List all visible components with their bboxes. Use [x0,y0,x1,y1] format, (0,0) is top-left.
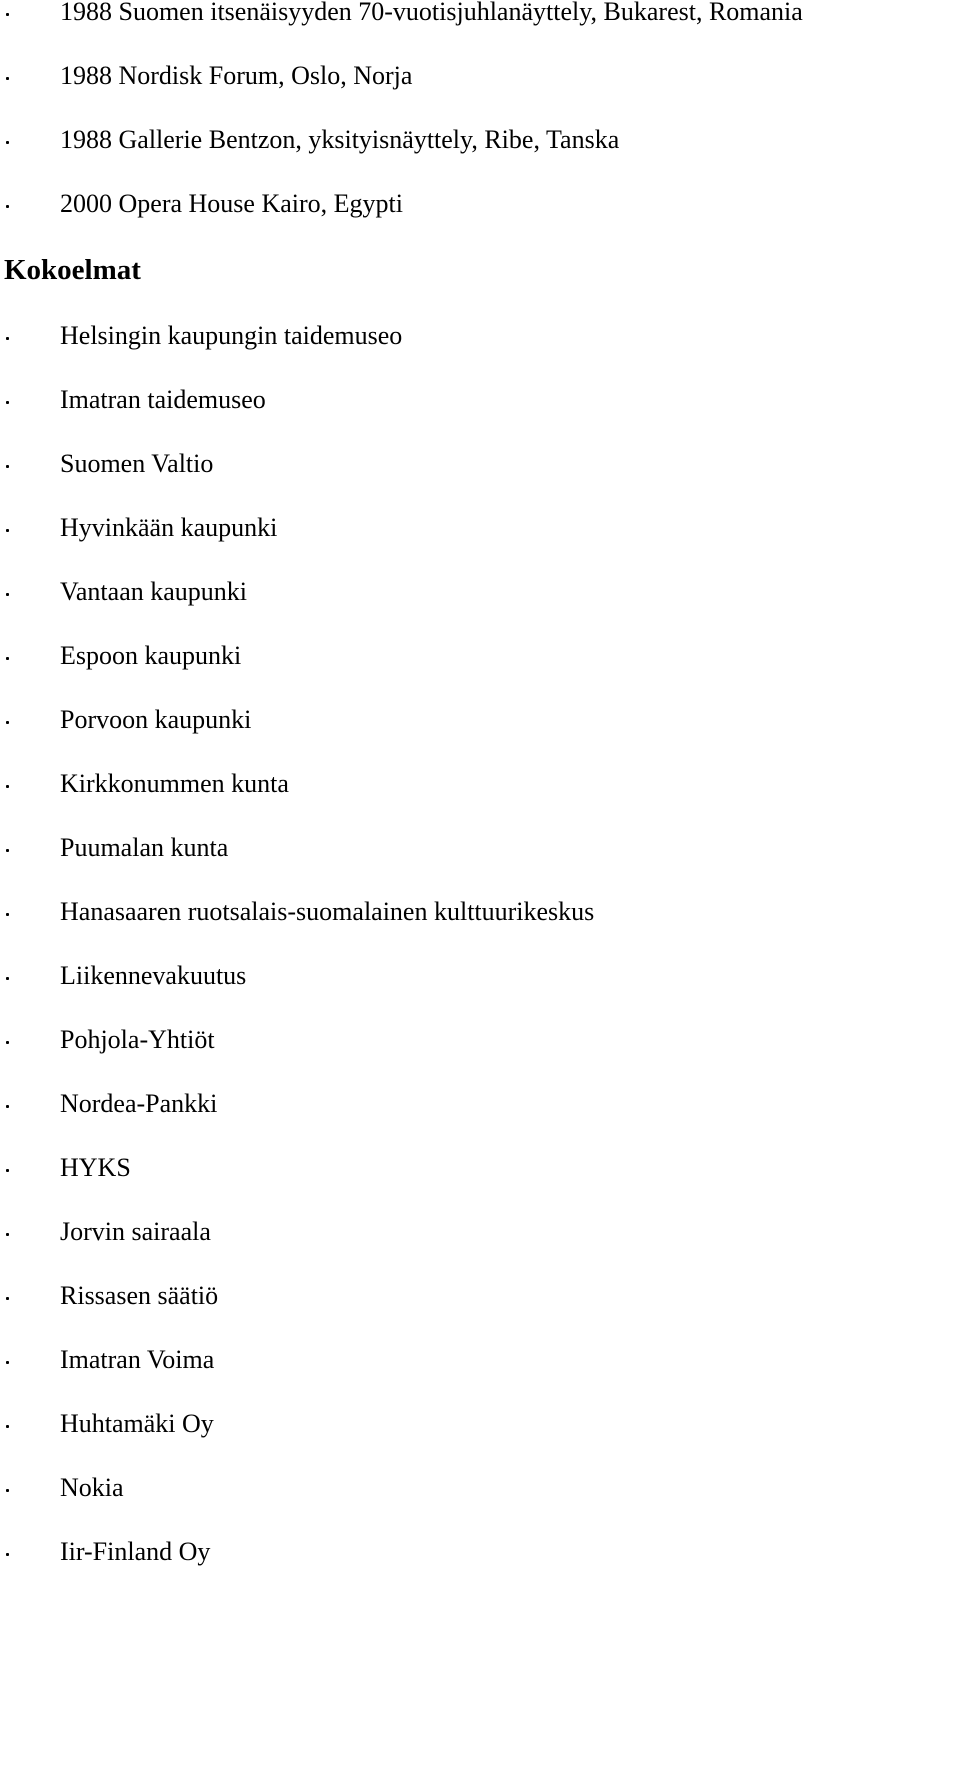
section-heading-collections: Kokoelmat [4,254,141,286]
collection-text: Hyvinkään kaupunki [60,513,278,542]
collection-text: Kirkkonummen kunta [60,769,289,798]
collection-text: Hanasaaren ruotsalais-suomalainen kulttuurikeskus [60,897,595,926]
collection-text: Puumalan kunta [60,833,229,862]
collection-text: Porvoon kaupunki [60,705,252,734]
collection-text: Nordea-Pankki [60,1089,218,1118]
collection-text: Helsingin kaupungin taidemuseo [60,321,403,350]
collection-text: Imatran Voima [60,1345,215,1374]
collection-text: Pohjola-Yhtiöt [60,1025,215,1054]
exhibition-text: 1988 Nordisk Forum, Oslo, Norja [60,61,413,90]
collection-text: Vantaan kaupunki [60,577,248,606]
exhibition-text: 1988 Suomen itsenäisyyden 70-vuotisjuhlanäyttely, Bukarest, Romania [60,0,803,26]
collection-text: Rissasen säätiö [60,1281,219,1310]
collection-text: Iir-Finland Oy [60,1537,211,1566]
collection-text: Liikennevakuutus [60,961,247,990]
collection-text: Nokia [60,1473,124,1502]
collection-text: HYKS [60,1153,131,1182]
collection-text: Jorvin sairaala [60,1217,211,1246]
exhibition-text: 2000 Opera House Kairo, Egypti [60,189,403,218]
collection-text: Suomen Valtio [60,449,214,478]
collection-text: Huhtamäki Oy [60,1409,214,1438]
exhibition-text: 1988 Gallerie Bentzon, yksityisnäyttely, Ribe, Tanska [60,125,620,154]
collection-text: Imatran taidemuseo [60,385,266,414]
collection-text: Espoon kaupunki [60,641,242,670]
